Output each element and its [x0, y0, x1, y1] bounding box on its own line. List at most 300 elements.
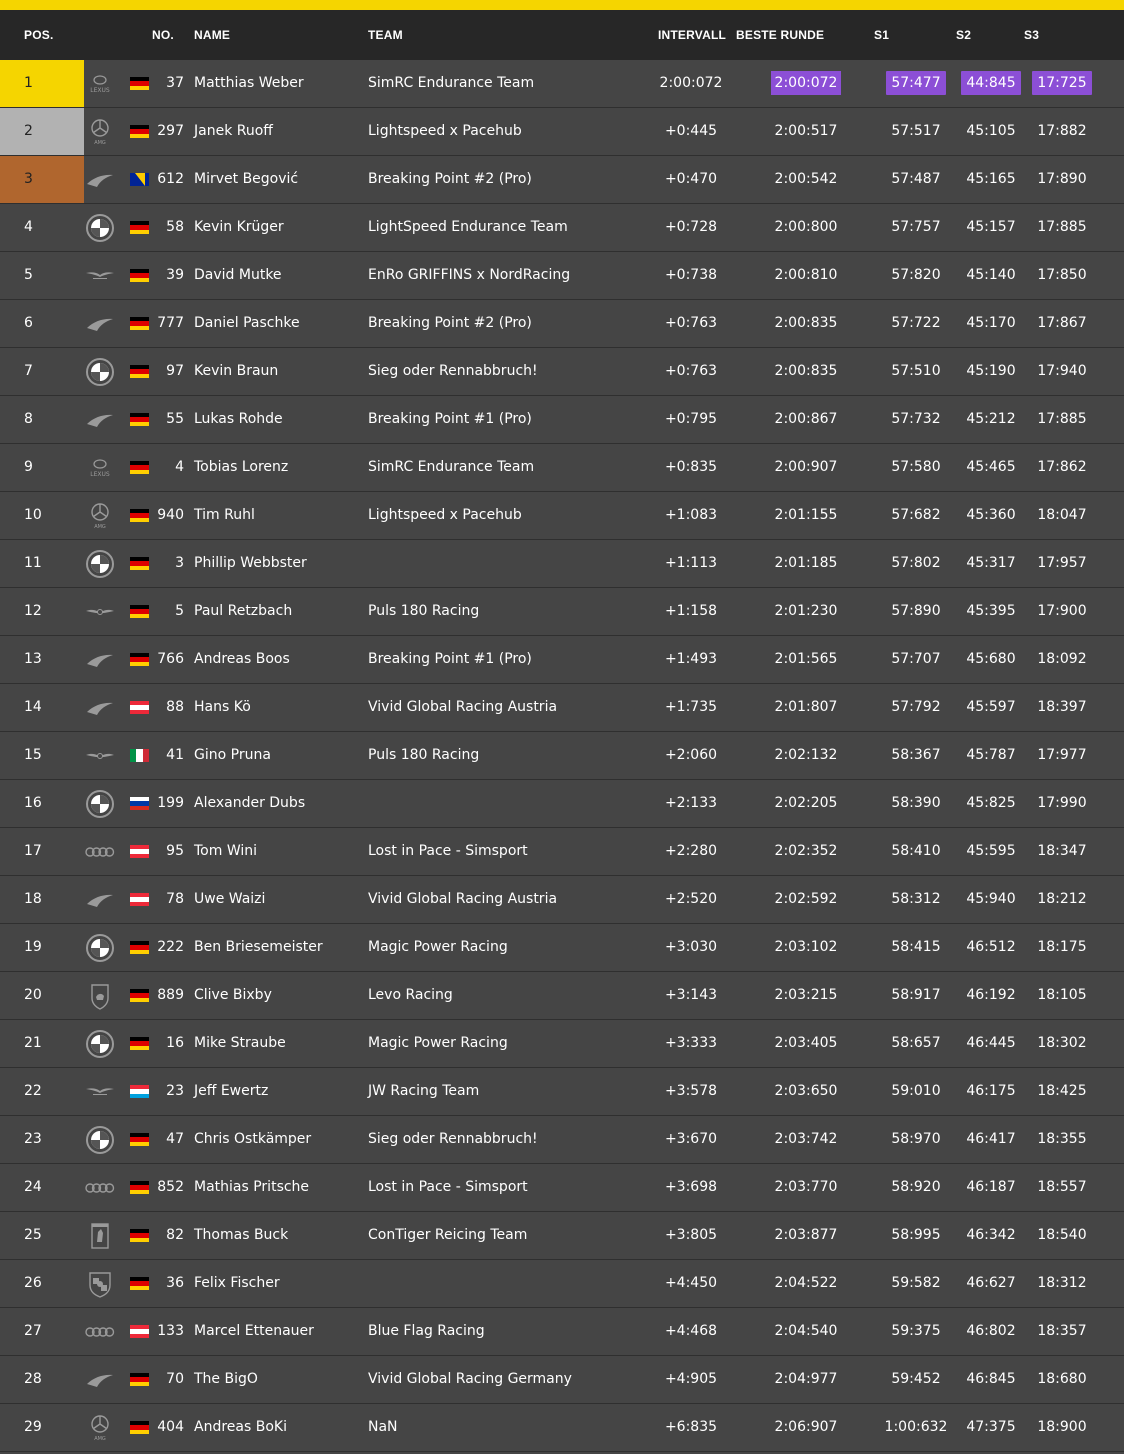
flag-de-icon [130, 924, 149, 971]
flag-it-icon [130, 732, 149, 779]
sector3-cell: 18:047 [1037, 507, 1087, 523]
table-row[interactable] [0, 1404, 1124, 1452]
table-row[interactable] [0, 1308, 1124, 1356]
mclaren-icon [84, 300, 116, 347]
table-row[interactable] [0, 636, 1124, 684]
sector2-cell: 45:595 [966, 843, 1016, 859]
bmw-icon [84, 1116, 116, 1163]
sector3-cell: 17:990 [1037, 795, 1087, 811]
porsche-icon [84, 1260, 116, 1307]
team-name: Levo Racing [368, 987, 453, 1003]
position-cell: 2 [0, 108, 84, 155]
best-lap-cell: 2:00:867 [774, 411, 838, 427]
position-cell: 12 [24, 603, 42, 619]
sector3-cell: 17:900 [1037, 603, 1087, 619]
sector1-cell: 57:792 [891, 699, 941, 715]
driver-name: Janek Ruoff [194, 123, 273, 139]
sector2-cell: 45:170 [966, 315, 1016, 331]
sector3-cell: 17:862 [1037, 459, 1087, 475]
flag-de-icon [130, 492, 149, 539]
flag-de-icon [130, 300, 149, 347]
team-name: SimRC Endurance Team [368, 459, 535, 475]
sector1-cell: 57:580 [891, 459, 941, 475]
flag-de-icon [130, 1404, 149, 1451]
aston-martin-icon [84, 252, 116, 299]
sector1-cell: 57:510 [891, 363, 941, 379]
mclaren-icon [84, 156, 116, 203]
interval-cell: +1:493 [664, 651, 718, 667]
flag-de-icon [130, 1212, 149, 1259]
sector1-cell: 59:452 [891, 1371, 941, 1387]
best-lap-cell: 2:01:807 [774, 699, 838, 715]
best-lap-cell: 2:00:517 [774, 123, 838, 139]
best-lap-cell: 2:03:215 [774, 987, 838, 1003]
sector2-cell: 47:375 [966, 1419, 1016, 1435]
team-name: NaN [368, 1419, 398, 1435]
table-row[interactable] [0, 732, 1124, 780]
interval-cell: +1:735 [664, 699, 718, 715]
flag-de-icon [130, 1164, 149, 1211]
interval-cell: +4:468 [664, 1323, 718, 1339]
car-number: 612 [157, 171, 184, 187]
team-name: Blue Flag Racing [368, 1323, 485, 1339]
table-row[interactable] [0, 60, 1124, 108]
driver-name: Jeff Ewertz [194, 1083, 269, 1099]
sector1-cell: 57:487 [891, 171, 941, 187]
flag-de-icon [130, 1356, 149, 1403]
driver-name: Tobias Lorenz [194, 459, 289, 475]
car-number: 95 [166, 843, 184, 859]
interval-cell: +4:450 [664, 1275, 718, 1291]
car-number: 23 [166, 1083, 184, 1099]
interval-cell: +2:060 [664, 747, 718, 763]
driver-name: Matthias Weber [194, 75, 304, 91]
driver-name: Tom Wini [194, 843, 258, 859]
best-lap-cell: 2:00:835 [774, 315, 838, 331]
sector3-cell: 18:680 [1037, 1371, 1087, 1387]
sector1-cell: 58:920 [891, 1179, 941, 1195]
sector2-cell: 45:105 [966, 123, 1016, 139]
best-lap-cell: 2:01:565 [774, 651, 838, 667]
mercedes-amg-icon [84, 108, 116, 155]
team-name: Breaking Point #1 (Pro) [368, 651, 532, 667]
driver-name: Tim Ruhl [194, 507, 255, 523]
table-row[interactable] [0, 204, 1124, 252]
sector1-cell: 57:732 [891, 411, 941, 427]
car-number: 297 [157, 123, 184, 139]
best-lap-cell: 2:00:907 [774, 459, 838, 475]
car-number: 36 [166, 1275, 184, 1291]
best-lap-cell: 2:02:205 [774, 795, 838, 811]
bmw-icon [84, 780, 116, 827]
car-number: 133 [157, 1323, 184, 1339]
sector3-cell: 18:312 [1037, 1275, 1087, 1291]
table-row[interactable] [0, 780, 1124, 828]
driver-name: Felix Fischer [194, 1275, 280, 1291]
driver-name: Andreas BoKi [194, 1419, 287, 1435]
driver-name: David Mutke [194, 267, 282, 283]
interval-cell: +0:445 [664, 123, 718, 139]
flag-at-icon [130, 684, 149, 731]
header-name: NAME [194, 28, 231, 42]
best-lap-cell: 2:02:132 [774, 747, 838, 763]
sector3-cell: 18:175 [1037, 939, 1087, 955]
best-lap-cell: 2:06:907 [774, 1419, 838, 1435]
sector2-cell: 46:417 [966, 1131, 1016, 1147]
driver-name: Kevin Braun [194, 363, 279, 379]
best-lap-cell: 2:00:810 [774, 267, 838, 283]
table-row[interactable] [0, 108, 1124, 156]
driver-name: Paul Retzbach [194, 603, 293, 619]
flag-de-icon [130, 60, 149, 107]
driver-name: The BigO [194, 1371, 258, 1387]
team-name: JW Racing Team [368, 1083, 480, 1099]
driver-name: Gino Pruna [194, 747, 271, 763]
car-number: 41 [166, 747, 184, 763]
driver-name: Thomas Buck [194, 1227, 289, 1243]
bmw-icon [84, 348, 116, 395]
flag-de-icon [130, 1116, 149, 1163]
best-lap-cell: 2:04:977 [774, 1371, 838, 1387]
sector2-cell: 45:212 [966, 411, 1016, 427]
sector3-cell: 18:105 [1037, 987, 1087, 1003]
driver-name: Hans Kö [194, 699, 251, 715]
team-name: Vivid Global Racing Austria [368, 891, 558, 907]
svg-text:AMG: AMG [94, 1436, 106, 1442]
mercedes-amg-icon [84, 492, 116, 539]
header-s1: S1 [874, 28, 890, 42]
sector2-cell: 46:627 [966, 1275, 1016, 1291]
table-row[interactable] [0, 540, 1124, 588]
interval-cell: +0:835 [664, 459, 718, 475]
sector3-cell: 17:885 [1037, 411, 1087, 427]
best-lap-cell: 2:03:650 [774, 1083, 838, 1099]
position-cell: 9 [24, 459, 33, 475]
header-team: TEAM [368, 28, 403, 42]
sector2-cell: 45:680 [966, 651, 1016, 667]
car-number: 78 [166, 891, 184, 907]
sector2-cell: 46:175 [966, 1083, 1016, 1099]
best-lap-cell: 2:03:742 [774, 1131, 838, 1147]
lexus-icon [84, 60, 116, 107]
header-no: NO. [152, 28, 174, 42]
table-row[interactable] [0, 348, 1124, 396]
header-interval: INTERVALL [658, 28, 727, 42]
interval-cell: +4:905 [664, 1371, 718, 1387]
best-lap-cell: 2:03:405 [774, 1035, 838, 1051]
interval-cell: +2:133 [664, 795, 718, 811]
interval-cell: +1:113 [664, 555, 718, 571]
flag-at-icon [130, 1308, 149, 1355]
sector3-cell: 17:957 [1037, 555, 1087, 571]
interval-cell: +3:030 [664, 939, 718, 955]
table-row[interactable] [0, 876, 1124, 924]
sector3-cell: 17:940 [1037, 363, 1087, 379]
driver-name: Mirvet Begović [194, 171, 299, 187]
flag-de-icon [130, 972, 149, 1019]
interval-cell: +0:795 [664, 411, 718, 427]
flag-de-icon [130, 348, 149, 395]
position-cell: 27 [24, 1323, 42, 1339]
table-row[interactable] [0, 588, 1124, 636]
bmw-icon [84, 1020, 116, 1067]
sector1-cell: 57:707 [891, 651, 941, 667]
driver-name: Kevin Krüger [194, 219, 284, 235]
flag-de-icon [130, 540, 149, 587]
lamborghini-icon [84, 972, 116, 1019]
table-row[interactable] [0, 684, 1124, 732]
table-row[interactable] [0, 300, 1124, 348]
sector1-cell: 58:367 [891, 747, 941, 763]
team-name: Vivid Global Racing Germany [368, 1371, 572, 1387]
sector3-cell: 17:890 [1037, 171, 1087, 187]
audi-icon [84, 1308, 116, 1355]
driver-name: Mike Straube [194, 1035, 286, 1051]
interval-cell: +3:578 [664, 1083, 718, 1099]
sector2-cell: 45:140 [966, 267, 1016, 283]
table-row[interactable] [0, 396, 1124, 444]
flag-de-icon [130, 204, 149, 251]
sector3-cell: 18:212 [1037, 891, 1087, 907]
car-number: 55 [166, 411, 184, 427]
position-cell: 7 [24, 363, 33, 379]
best-lap-cell: 2:02:592 [774, 891, 838, 907]
table-row[interactable] [0, 972, 1124, 1020]
aston-martin-icon [84, 1068, 116, 1115]
audi-icon [84, 1164, 116, 1211]
sector2-cell: 46:512 [966, 939, 1016, 955]
mclaren-icon [84, 636, 116, 683]
sector1-cell: 57:517 [891, 123, 941, 139]
interval-cell: +1:083 [664, 507, 718, 523]
sector2-cell: 46:445 [966, 1035, 1016, 1051]
sector1-cell: 57:890 [891, 603, 941, 619]
sector3-cell: 18:355 [1037, 1131, 1087, 1147]
table-row[interactable] [0, 1116, 1124, 1164]
flag-at-icon [130, 828, 149, 875]
car-number: 82 [166, 1227, 184, 1243]
sector2-cell: 45:165 [966, 171, 1016, 187]
position-cell: 29 [24, 1419, 42, 1435]
best-lap-cell: 2:01:155 [774, 507, 838, 523]
car-number: 852 [157, 1179, 184, 1195]
car-number: 37 [166, 75, 184, 91]
interval-cell: +0:763 [664, 363, 718, 379]
ferrari-icon [84, 1212, 116, 1259]
sector2-cell: 45:317 [966, 555, 1016, 571]
table-row[interactable] [0, 492, 1124, 540]
team-name: EnRo GRIFFINS x NordRacing [368, 267, 571, 283]
best-lap-cell: 2:00:542 [774, 171, 838, 187]
sector2-cell: 45:825 [966, 795, 1016, 811]
team-name: Magic Power Racing [368, 939, 508, 955]
sector1-cell: 59:010 [891, 1083, 941, 1099]
sector1-cell: 58:415 [891, 939, 941, 955]
table-row[interactable] [0, 1260, 1124, 1308]
position-cell: 24 [24, 1179, 42, 1195]
car-number: 3 [175, 555, 184, 571]
sector3-cell: 18:302 [1037, 1035, 1087, 1051]
car-number: 5 [175, 603, 184, 619]
position-cell: 19 [24, 939, 42, 955]
sector1-cell: 57:682 [891, 507, 941, 523]
car-number: 766 [157, 651, 184, 667]
sector1-cell: 57:820 [891, 267, 941, 283]
sector3-cell: 17:977 [1037, 747, 1087, 763]
table-header [0, 10, 1124, 60]
bentley-icon [84, 588, 116, 635]
position-cell: 18 [24, 891, 42, 907]
table-row[interactable] [0, 1068, 1124, 1116]
position-cell: 25 [24, 1227, 42, 1243]
best-lap-cell: 2:04:540 [774, 1323, 838, 1339]
team-name: LightSpeed Endurance Team [368, 219, 568, 235]
table-row[interactable] [0, 924, 1124, 972]
header-s2: S2 [956, 28, 972, 42]
sector3-cell: 17:725 [1028, 60, 1096, 107]
interval-cell: +3:698 [664, 1179, 718, 1195]
sector3-cell: 17:885 [1037, 219, 1087, 235]
flag-de-icon [130, 1260, 149, 1307]
table-row[interactable] [0, 444, 1124, 492]
best-lap-cell: 2:03:770 [774, 1179, 838, 1195]
sector2-cell: 46:342 [966, 1227, 1016, 1243]
sector2-cell: 45:465 [966, 459, 1016, 475]
car-number: 222 [157, 939, 184, 955]
car-number: 199 [157, 795, 184, 811]
driver-name: Uwe Waizi [194, 891, 266, 907]
sector1-cell: 58:970 [891, 1131, 941, 1147]
sector1-cell: 57:477 [878, 60, 954, 107]
lexus-icon [84, 444, 116, 491]
interval-cell: +0:738 [664, 267, 718, 283]
team-name: Breaking Point #1 (Pro) [368, 411, 532, 427]
bmw-icon [84, 924, 116, 971]
flag-de-icon [130, 252, 149, 299]
svg-text:LEXUS: LEXUS [90, 471, 110, 478]
table-row[interactable] [0, 1356, 1124, 1404]
sector1-cell: 57:802 [891, 555, 941, 571]
sector2-cell: 45:190 [966, 363, 1016, 379]
position-cell: 8 [24, 411, 33, 427]
sector1-cell: 59:582 [891, 1275, 941, 1291]
flag-de-icon [130, 396, 149, 443]
team-name: SimRC Endurance Team [368, 75, 535, 91]
car-number: 889 [157, 987, 184, 1003]
car-number: 4 [175, 459, 184, 475]
team-name: Sieg oder Rennabbruch! [368, 1131, 538, 1147]
sector1-cell: 58:657 [891, 1035, 941, 1051]
flag-ru-icon [130, 780, 149, 827]
flag-de-icon [130, 1020, 149, 1067]
car-number: 940 [157, 507, 184, 523]
table-row[interactable] [0, 1164, 1124, 1212]
sector3-cell: 18:540 [1037, 1227, 1087, 1243]
position-cell: 23 [24, 1131, 42, 1147]
car-number: 39 [166, 267, 184, 283]
sector1-cell: 58:390 [891, 795, 941, 811]
team-name: Lightspeed x Pacehub [368, 507, 522, 523]
interval-cell: +2:520 [664, 891, 718, 907]
interval-cell: +3:333 [664, 1035, 718, 1051]
table-row[interactable] [0, 156, 1124, 204]
sector1-cell: 58:917 [891, 987, 941, 1003]
table-row[interactable] [0, 1020, 1124, 1068]
sector2-cell: 46:845 [966, 1371, 1016, 1387]
interval-cell: +2:280 [664, 843, 718, 859]
position-cell: 26 [24, 1275, 42, 1291]
team-name: Lightspeed x Pacehub [368, 123, 522, 139]
audi-icon [84, 828, 116, 875]
driver-name: Chris Ostkämper [194, 1131, 312, 1147]
mclaren-icon [84, 396, 116, 443]
sector3-cell: 18:347 [1037, 843, 1087, 859]
car-number: 777 [157, 315, 184, 331]
driver-name: Mathias Pritsche [194, 1179, 310, 1195]
sector2-cell: 45:395 [966, 603, 1016, 619]
driver-name: Clive Bixby [194, 987, 272, 1003]
flag-ba-icon [130, 156, 149, 203]
flag-at-icon [130, 876, 149, 923]
driver-name: Lukas Rohde [194, 411, 283, 427]
sector1-cell: 58:410 [891, 843, 941, 859]
position-cell: 14 [24, 699, 42, 715]
table-row[interactable] [0, 1212, 1124, 1260]
position-cell: 17 [24, 843, 42, 859]
sector1-cell: 58:312 [891, 891, 941, 907]
standings-table [0, 60, 1124, 1452]
best-lap-cell: 2:03:102 [774, 939, 838, 955]
svg-text:AMG: AMG [94, 140, 106, 146]
table-row[interactable] [0, 252, 1124, 300]
svg-text:AMG: AMG [94, 524, 106, 530]
sector2-cell: 46:192 [966, 987, 1016, 1003]
position-cell: 28 [24, 1371, 42, 1387]
position-cell: 5 [24, 267, 33, 283]
team-name: Lost in Pace - Simsport [368, 1179, 528, 1195]
accent-bar [0, 0, 1124, 10]
car-number: 16 [166, 1035, 184, 1051]
team-name: Sieg oder Rennabbruch! [368, 363, 538, 379]
header-best-lap: BESTE RUNDE [736, 28, 825, 42]
car-number: 88 [166, 699, 184, 715]
team-name: Puls 180 Racing [368, 747, 480, 763]
team-name: Puls 180 Racing [368, 603, 480, 619]
sector1-cell: 1:00:632 [884, 1419, 948, 1435]
table-row[interactable] [0, 828, 1124, 876]
sector2-cell: 45:360 [966, 507, 1016, 523]
sector3-cell: 17:882 [1037, 123, 1087, 139]
interval-cell: +6:835 [664, 1419, 718, 1435]
sector1-cell: 59:375 [891, 1323, 941, 1339]
position-cell: 15 [24, 747, 42, 763]
team-name: Breaking Point #2 (Pro) [368, 171, 532, 187]
sector3-cell: 18:397 [1037, 699, 1087, 715]
best-lap-cell: 2:03:877 [774, 1227, 838, 1243]
sector2-cell: 45:787 [966, 747, 1016, 763]
sector3-cell: 18:557 [1037, 1179, 1087, 1195]
interval-cell: +0:728 [664, 219, 718, 235]
flag-de-icon [130, 636, 149, 683]
sector2-cell: 45:940 [966, 891, 1016, 907]
header-s3: S3 [1024, 28, 1040, 42]
position-cell: 10 [24, 507, 42, 523]
interval-cell: +3:143 [664, 987, 718, 1003]
sector2-cell: 46:187 [966, 1179, 1016, 1195]
driver-name: Alexander Dubs [194, 795, 306, 811]
svg-text:LEXUS: LEXUS [90, 87, 110, 94]
car-number: 58 [166, 219, 184, 235]
